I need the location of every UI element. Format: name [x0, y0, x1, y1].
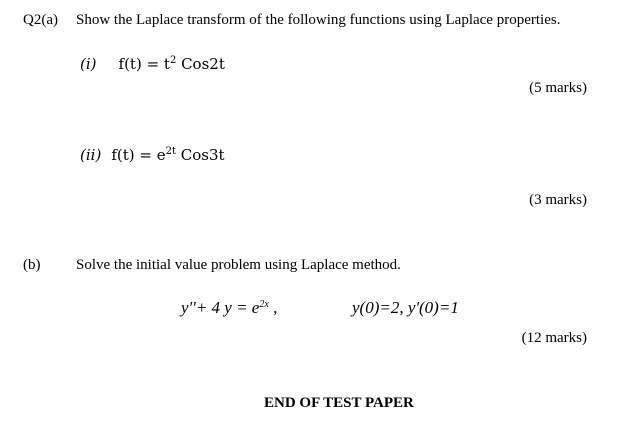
- part-i-roman: (i): [80, 55, 97, 73]
- part-ii-roman: (ii): [80, 146, 102, 164]
- question-prompt-q2a: Show the Laplace transform of the following functions using Laplace properties.: [76, 12, 561, 28]
- part-i-marks: (5 marks): [529, 80, 587, 96]
- part-ii-exponent: 2t: [165, 146, 176, 157]
- ode-exponent: 2x: [259, 299, 269, 310]
- question-label-q2a: Q2(a): [23, 12, 58, 28]
- part-ii: [80, 146, 225, 165]
- part-i: [80, 55, 225, 74]
- part-i-exponent: 2: [169, 55, 177, 66]
- ode-end: ,: [268, 298, 278, 317]
- part-i-formula: [119, 55, 225, 73]
- part-i-lhs: f(t) = t: [118, 55, 170, 73]
- ode-lhs: y''+ 4 y = e: [181, 298, 260, 317]
- question-prompt-q2b: Solve the initial value problem using Laplace method.: [76, 257, 401, 273]
- part-b-marks: (12 marks): [521, 330, 587, 346]
- part-ii-rest: Cos3t: [175, 146, 225, 164]
- initial-conditions: [352, 298, 459, 318]
- question-label-q2b: (b): [23, 257, 41, 273]
- part-i-rest: Cos2t: [176, 55, 225, 73]
- part-ii-lhs: f(t) = e: [111, 146, 166, 164]
- ode-equation: [181, 298, 277, 318]
- end-of-paper: END OF TEST PAPER: [264, 395, 414, 411]
- part-ii-formula: [111, 146, 224, 164]
- part-ii-marks: (3 marks): [529, 192, 587, 208]
- initial-conditions-text: y(0)=2, y'(0)=1: [352, 298, 459, 317]
